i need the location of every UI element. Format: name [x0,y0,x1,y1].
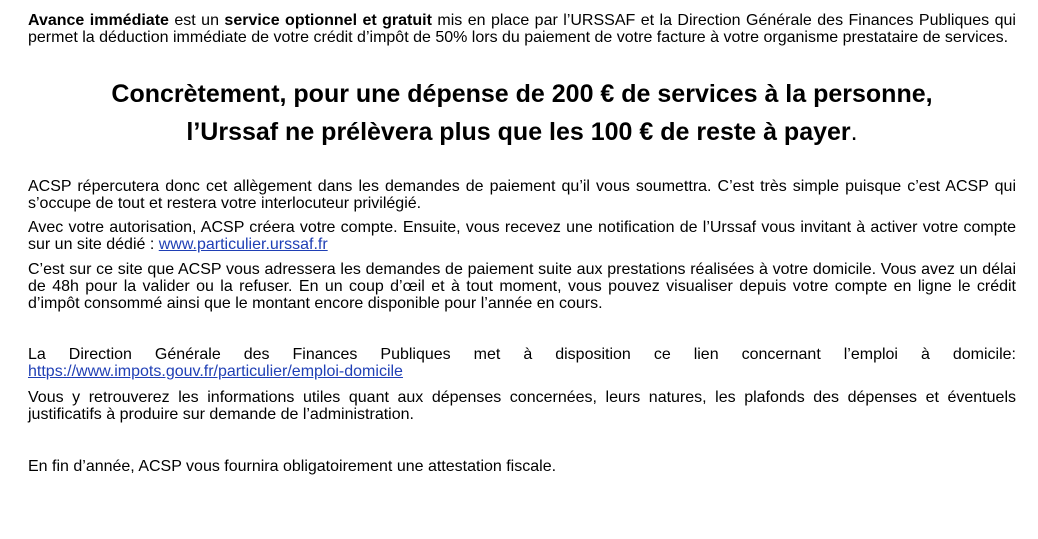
year-end-paragraph: En fin d’année, ACSP vous fournira obligatoirement une attestation fiscale. [28,458,557,475]
intro-text-1: est un [168,12,225,29]
authorization-paragraph [28,219,1016,253]
impots-emploi-domicile-link[interactable]: https://www.impots.gouv.fr/particulier/emploi-domicile [28,363,403,380]
headline [28,75,1016,151]
headline-line-2 [28,113,1016,151]
useful-info-paragraph: Vous y retrouverez les informations utiles quant aux dépenses concernées, leurs natures, les plafonds des dépenses et éventuels justificatifs à produire sur demande de l’administration. [28,389,1016,423]
dgfip-paragraph [28,346,1016,380]
intro-text-2: mis en place par l’URSSAF et la Direction Générale des Finances Publiques qui permet la déduction immédiate de votre crédit d’impôt de 50% lors du paiement de votre facture à votre organisme prestataire de services. [28,12,1016,46]
urssaf-site-link[interactable]: www.particulier.urssaf.fr [158,236,328,253]
headline-period: . [850,118,858,146]
headline-line-1: Concrètement, pour une dépense de 200 € de services à la personne, [111,80,933,108]
authorization-text: Avec votre autorisation, ACSP créera votre compte. Ensuite, vous recevez une notification de l’Urssaf vous invitant à activer votre compte sur un site dédié : [28,219,1016,253]
dgfip-text: La Direction Générale des Finances Publiques met à disposition ce lien concernant l’emploi à domicile: [28,346,1016,363]
document-page [28,12,1016,475]
site-requests-paragraph: C’est sur ce site que ACSP vous adressera les demandes de paiement suite aux prestations réalisées à votre domicile. Vous avez un délai de 48h pour la valider ou la refuser. En un coup d’œil et à tout moment, vous pouvez visualiser depuis votre compte en ligne le crédit d’impôt consommé ainsi que le montant encore disponible pour l’année en cours. [28,261,1016,312]
headline-line-2-text: l’Urssaf ne prélèvera plus que les 100 € de reste à payer [186,118,851,146]
intro-paragraph [28,12,1016,46]
intro-bold-service: service optionnel et gratuit [224,12,432,29]
acsp-relief-paragraph: ACSP répercutera donc cet allègement dans les demandes de paiement qu’il vous soumettra. C’est très simple puisque c’est ACSP qui s’occupe de tout et restera votre interlocuteur privilégié. [28,178,1016,212]
intro-bold-term: Avance immédiate [28,12,169,29]
